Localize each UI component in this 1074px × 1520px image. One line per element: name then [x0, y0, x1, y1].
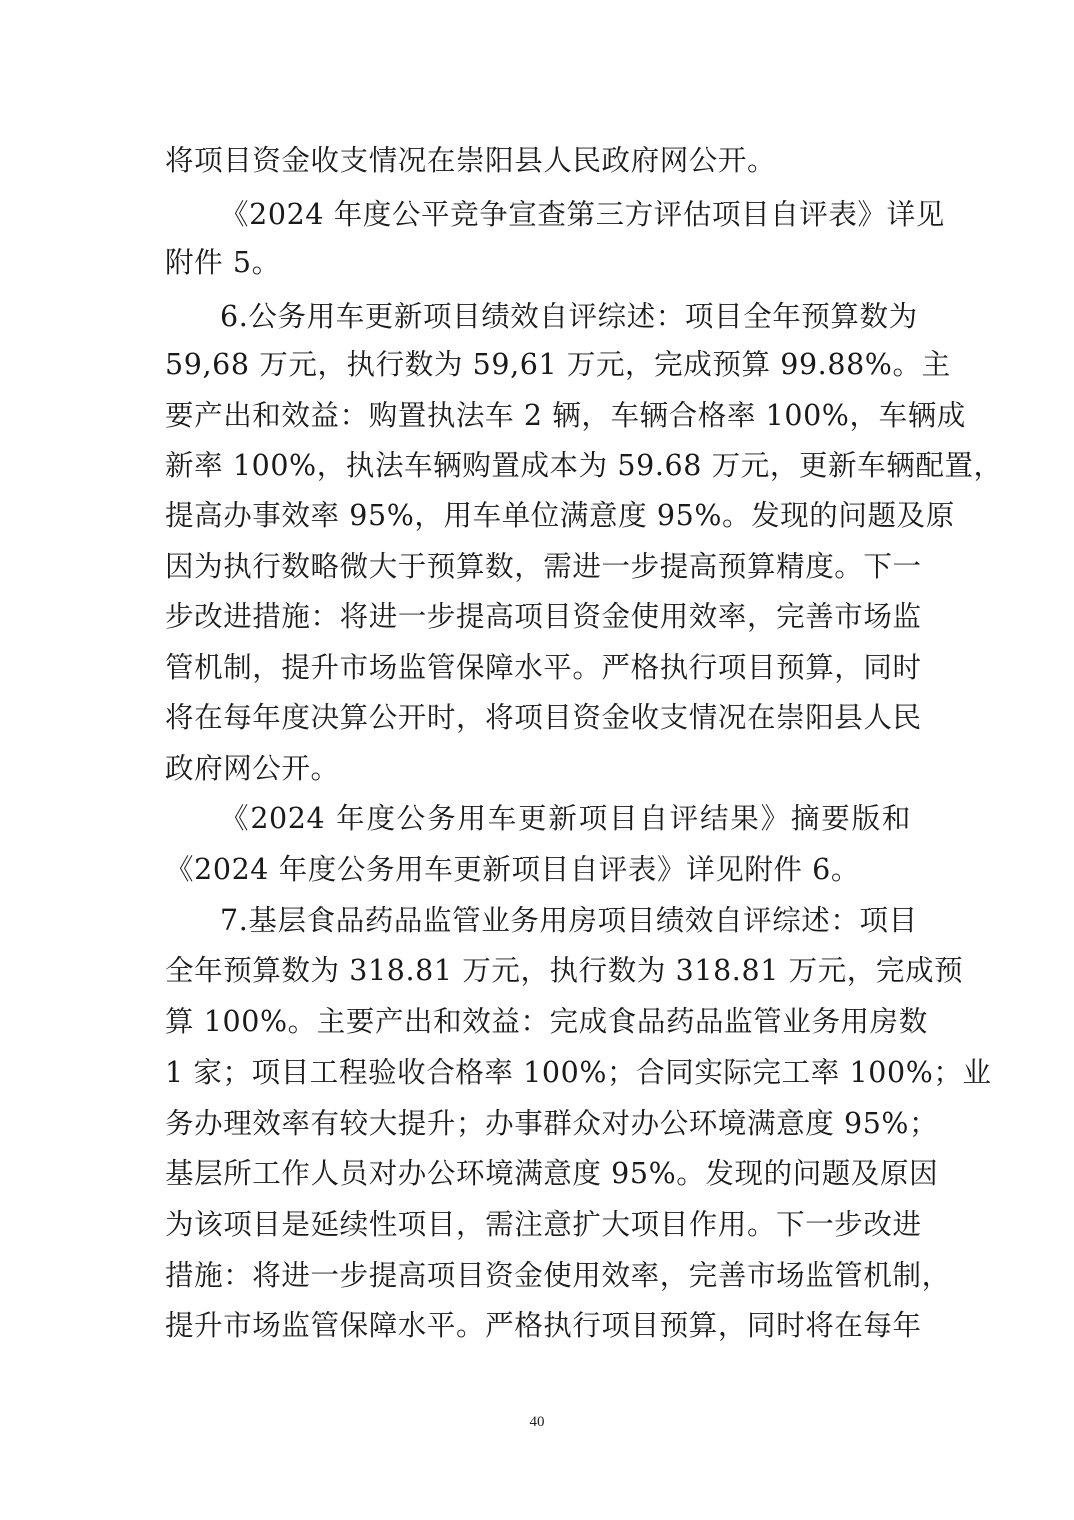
text-line: 新率 100%，执法车辆购置成本为 59.68 万元，更新车辆配置，: [165, 449, 1003, 482]
text-line: 59,68 万元，执行数为 59,61 万元，完成预算 99.88%。主: [165, 348, 951, 381]
text-line: 管机制，提升市场监管保障水平。严格执行项目预算，同时: [165, 651, 922, 684]
text-line: 提高办事效率 95%，用车单位满意度 95%。发现的问题及原: [165, 499, 955, 532]
text-line: 《2024 年度公务用车更新项目自评结果》摘要版和: [220, 802, 911, 835]
text-line: 将项目资金收支情况在崇阳县人民政府网公开。: [165, 144, 777, 177]
text-line: 将在每年度决算公开时，将项目资金收支情况在崇阳县人民: [165, 701, 922, 734]
text-line: 基层所工作人员对办公环境满意度 95%。发现的问题及原因: [165, 1157, 939, 1190]
page-number: 40: [529, 1414, 545, 1430]
text-line: 务办理效率有较大提升；办事群众对办公环境满意度 95%；: [165, 1107, 939, 1140]
text-line: 算 100%。主要产出和效益：完成食品药品监管业务用房数: [165, 1005, 928, 1038]
text-line: 附件 5。: [165, 246, 281, 279]
text-line: 措施：将进一步提高项目资金使用效率，完善市场监管机制，: [165, 1259, 951, 1292]
text-line: 为该项目是延续性项目，需注意扩大项目作用。下一步改进: [165, 1208, 922, 1241]
text-line: 7.基层食品药品监管业务用房项目绩效自评综述：项目: [220, 904, 918, 937]
text-line: 步改进措施：将进一步提高项目资金使用效率，完善市场监: [165, 600, 922, 633]
text-line: 因为执行数略微大于预算数，需进一步提高预算精度。下一: [165, 550, 922, 583]
text-line: 《2024 年度公平竞争宣查第三方评估项目自评表》详见: [220, 198, 945, 231]
text-line: 提升市场监管保障水平。严格执行项目预算，同时将在每年: [165, 1309, 922, 1342]
text-line: 1 家；项目工程验收合格率 100%；合同实际完工率 100%；业: [165, 1056, 992, 1089]
text-line: 6.公务用车更新项目绩效自评综述：项目全年预算数为: [220, 300, 918, 333]
text-line: 全年预算数为 318.81 万元，执行数为 318.81 万元，完成预: [165, 954, 964, 987]
text-line: 要产出和效益：购置执法车 2 辆，车辆合格率 100%，车辆成: [165, 399, 966, 432]
text-line: 政府网公开。: [165, 752, 340, 785]
text-line: 《2024 年度公务用车更新项目自评表》详见附件 6。: [165, 853, 860, 886]
